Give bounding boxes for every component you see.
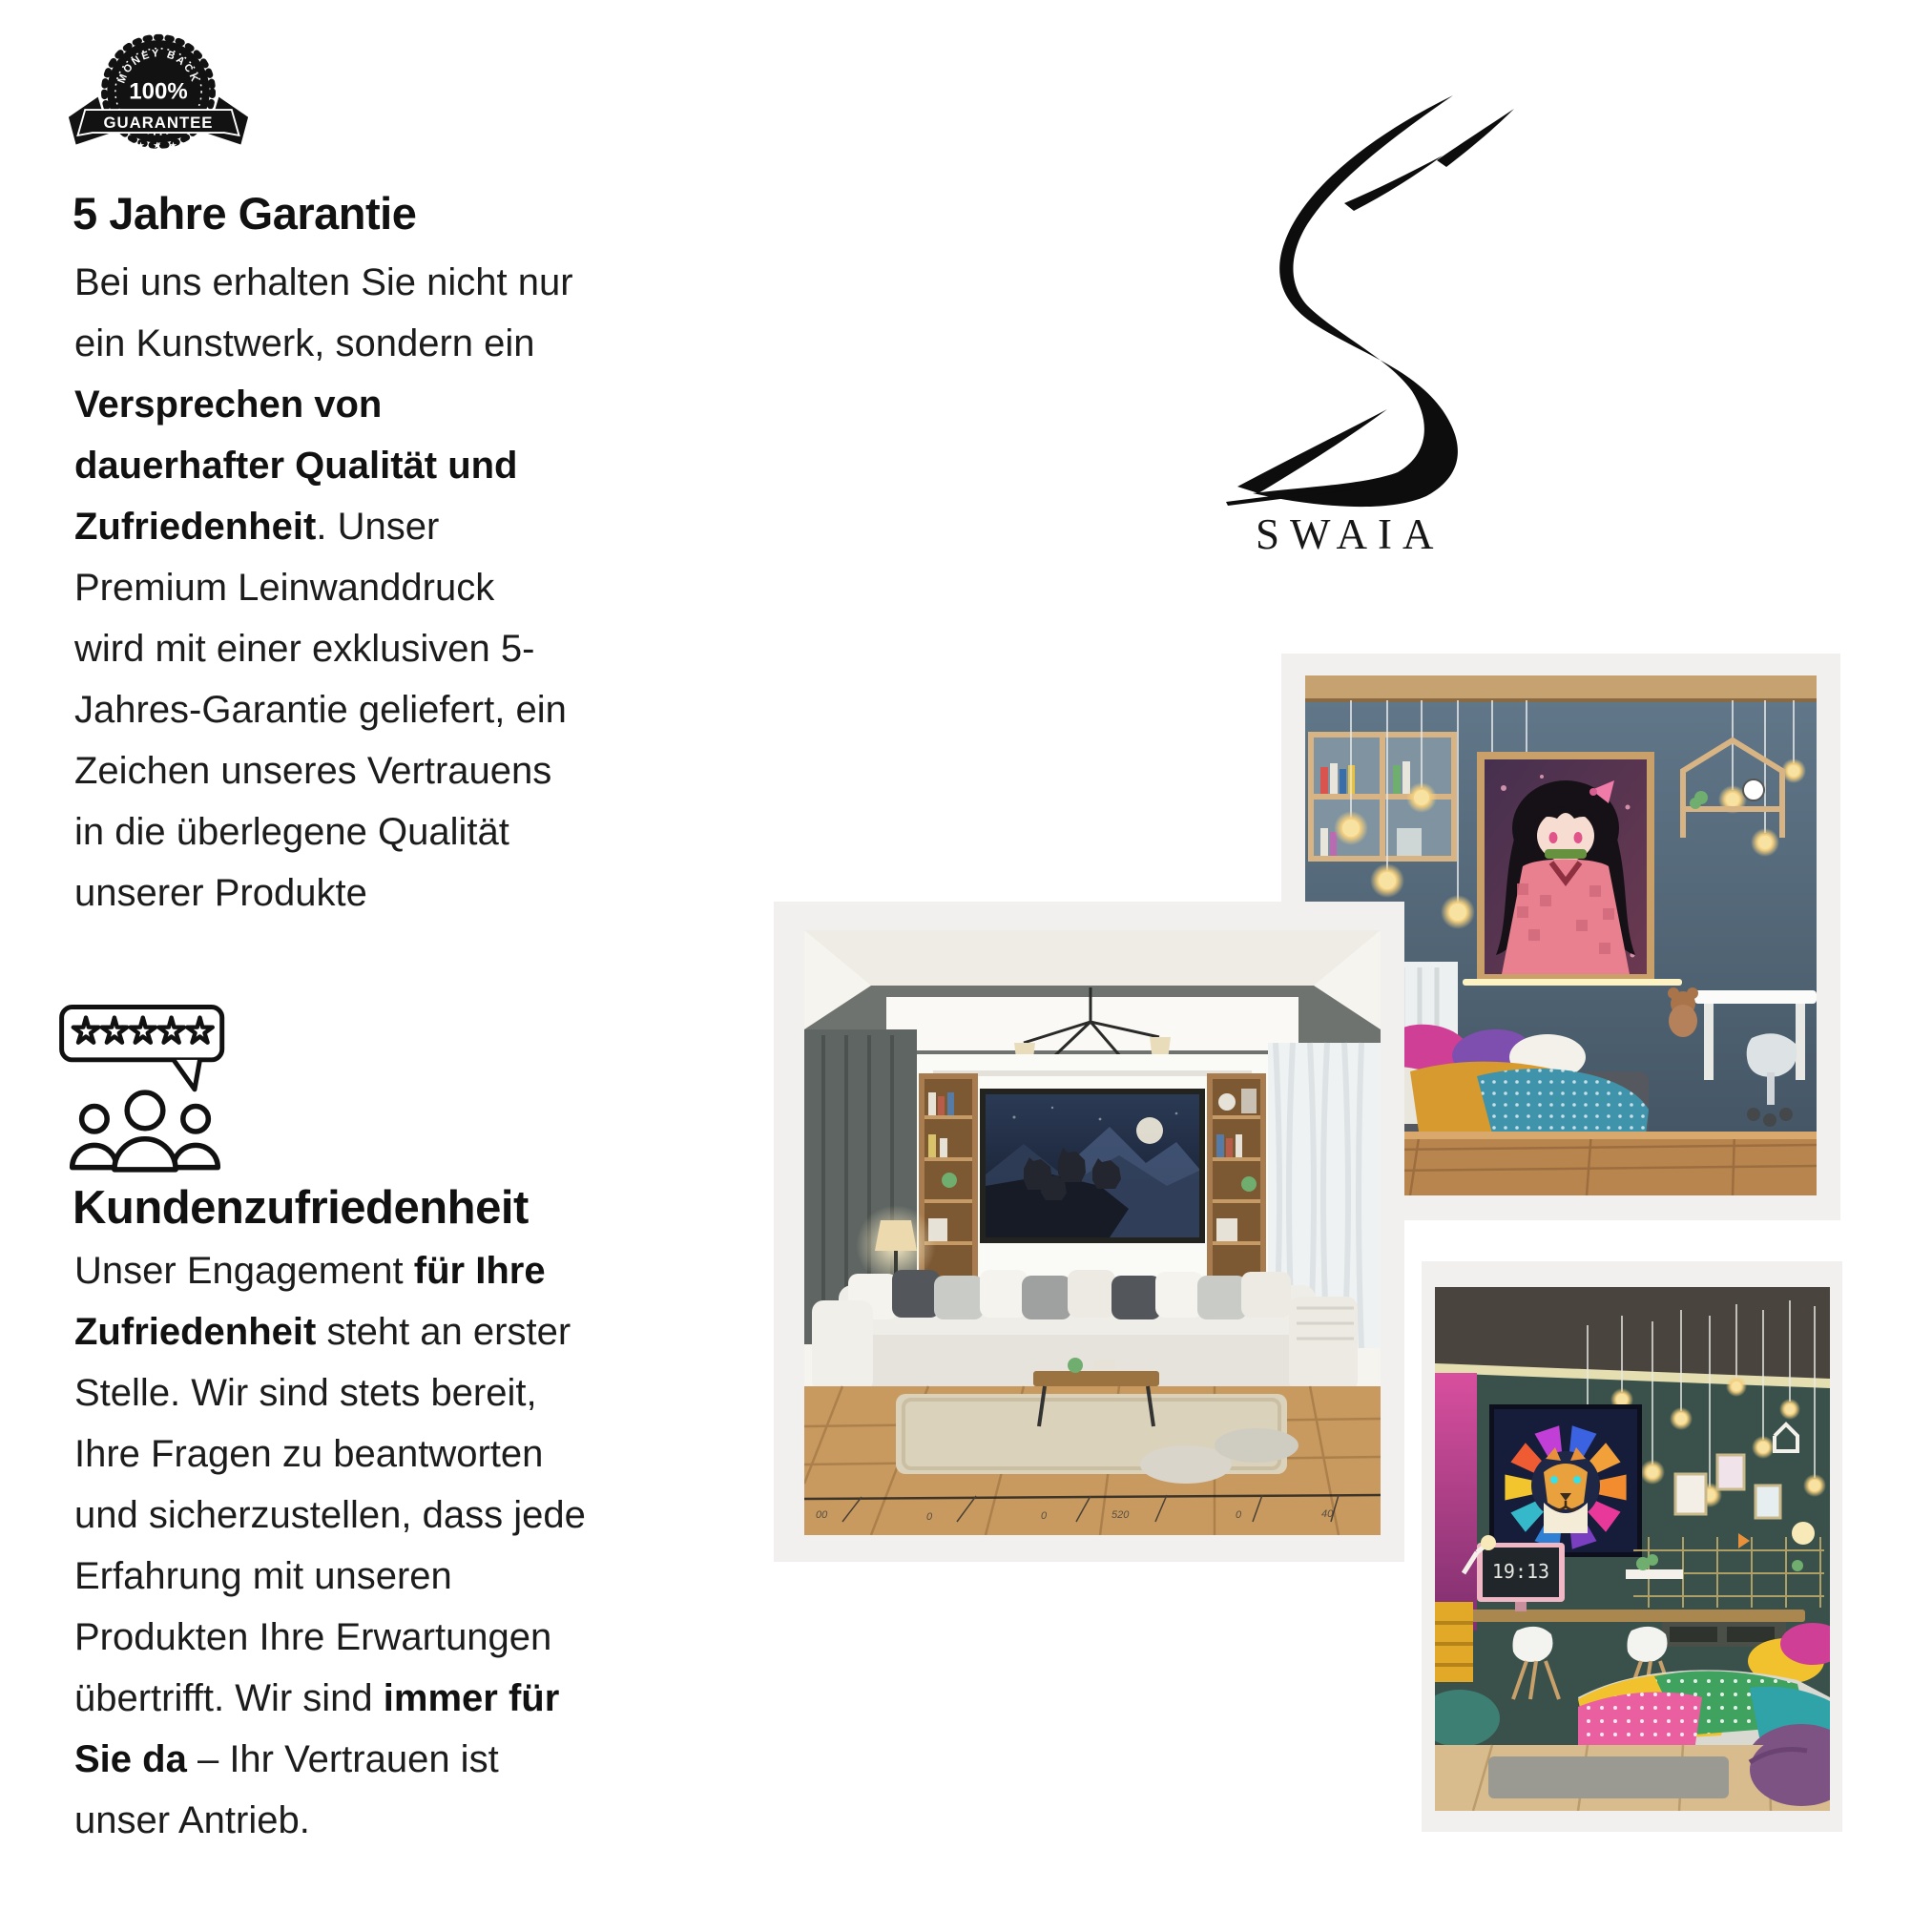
text-line: Erfahrung mit unseren — [74, 1555, 452, 1597]
text-line: dauerhafter Qualität und — [74, 445, 518, 487]
text-line: Zeichen unseres Vertrauens — [74, 750, 552, 792]
svg-text:520: 520 — [1111, 1509, 1130, 1521]
guarantee-paragraph — [74, 252, 573, 924]
badge-arc-text: MONEY BACK — [115, 48, 201, 86]
money-back-guarantee-badge-icon — [67, 32, 250, 166]
canvas-art-anime-girl — [1477, 752, 1654, 982]
photo-card-wolves-living-room — [774, 902, 1404, 1562]
text-line: Ihre Fragen zu beantworten — [74, 1433, 544, 1475]
svg-text:00: 00 — [816, 1509, 828, 1521]
canvas-art-wolves — [980, 1089, 1205, 1243]
floor-cushion — [1215, 1428, 1298, 1463]
rug — [1488, 1756, 1729, 1798]
satisfaction-paragraph — [74, 1240, 586, 1851]
text-line: ein Kunstwerk, sondern ein — [74, 322, 535, 364]
photo-wolves-living-room — [804, 930, 1381, 1535]
led-strip — [1463, 979, 1682, 986]
text-line: Jahres-Garantie geliefert, ein — [74, 689, 567, 731]
satisfaction-heading: Kundenzufriedenheit — [73, 1182, 529, 1234]
svg-text:40: 40 — [1321, 1508, 1334, 1520]
swaia-logo-icon — [1221, 76, 1603, 510]
text-line: unserer Produkte — [74, 872, 367, 914]
text-line: in die überlegene Qualität — [74, 811, 509, 853]
text-line: und sicherzustellen, dass jede — [74, 1494, 586, 1536]
text-line: Zufriedenheit steht an erster — [74, 1311, 571, 1353]
text-line: Zufriedenheit. Unser — [74, 506, 440, 548]
text-line: Stelle. Wir sind stets bereit, — [74, 1372, 537, 1414]
text-line: unser Antrieb. — [74, 1799, 310, 1841]
badge-stars: ★ ★ ★ — [136, 140, 180, 152]
text-line: wird mit einer exklusiven 5- — [74, 628, 535, 670]
badge-center-text: 100% — [129, 78, 188, 105]
text-line: Versprechen von — [74, 384, 383, 426]
customer-reviews-icon — [55, 1000, 235, 1183]
photo-lion-teen-room — [1435, 1287, 1830, 1811]
svg-text:0: 0 — [926, 1511, 933, 1523]
badge-banner-text: GUARANTEE — [103, 114, 214, 133]
text-line: Produkten Ihre Erwartungen — [74, 1616, 552, 1658]
text-line: Premium Leinwanddruck — [74, 567, 495, 609]
text-line: Sie da – Ihr Vertrauen ist — [74, 1738, 499, 1780]
guarantee-heading: 5 Jahre Garantie — [73, 188, 417, 239]
ceiling — [1435, 1287, 1830, 1379]
text-line: Bei uns erhalten Sie nicht nur — [74, 261, 573, 303]
text-line: Unser Engagement für Ihre — [74, 1250, 546, 1292]
canvas-art-lion — [1489, 1404, 1642, 1557]
svg-text:0: 0 — [1041, 1510, 1048, 1522]
svg-text:0: 0 — [1236, 1509, 1242, 1521]
photo-card-lion-room — [1422, 1261, 1842, 1832]
monitor-clock: 19:13 — [1491, 1560, 1550, 1583]
text-line: übertrifft. Wir sind immer für — [74, 1677, 560, 1719]
swaia-wordmark: SWAIA — [1256, 510, 1444, 558]
magenta-wall — [1435, 1373, 1477, 1631]
